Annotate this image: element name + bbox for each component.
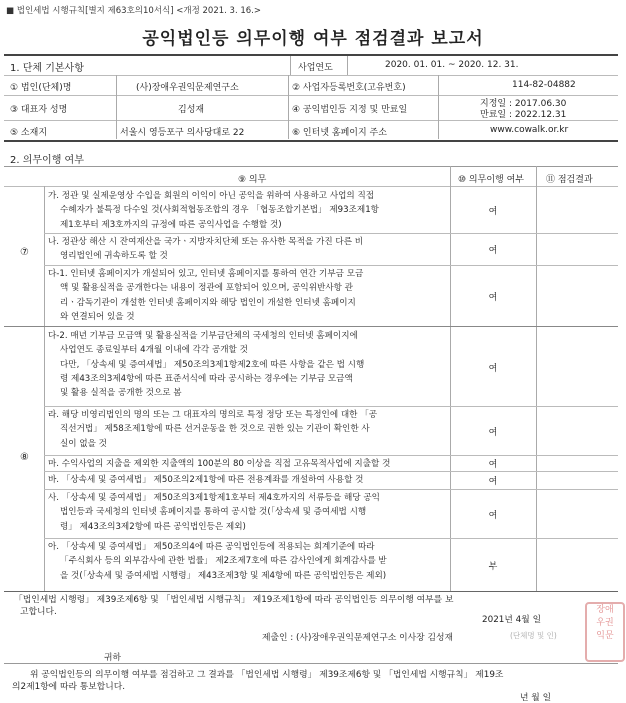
divider <box>347 56 348 75</box>
duty-fulfilled-value: 여 <box>488 511 498 521</box>
organization-seal <box>585 602 625 662</box>
duty-row-line: 을 것(「상속세 및 증여세법 시행령」 제43조제3항 및 제4항에 따른 공익법인등은 제외) <box>60 570 387 581</box>
duty-fulfilled-value: 여 <box>488 460 498 470</box>
section1-heading: 1. 단체 기본사항 <box>10 63 84 74</box>
duty-row-text <box>48 189 379 232</box>
notice-line-2: 의2제1항에 따라 통보합니다. <box>12 682 126 692</box>
row-divider <box>44 406 618 407</box>
duty-fulfilled-value: 여 <box>488 428 498 438</box>
address-value: 서울시 영등포구 의사당대로 22 <box>120 128 245 138</box>
duty-fulfilled-value: 여 <box>488 293 498 303</box>
seal-text: 익문 <box>596 631 614 641</box>
report-date: 2021년 4월 일 <box>482 615 542 625</box>
divider <box>288 75 289 139</box>
fiscal-year-value: 2020. 01. 01. ~ 2020. 12. 31. <box>385 60 519 70</box>
duty-row-line: 다-2. 매년 기부금 모금액 및 활용실적을 기부금단체의 국세청의 인터넷 홈페이지에 <box>48 331 358 341</box>
duty-row-line: 와 연결되어 있을 것 <box>60 311 135 322</box>
duty-row-line: 가. 정관 및 실제운영상 수입을 회원의 이익이 아닌 공익을 위하여 사용하고 사업의 직접 <box>48 191 375 201</box>
row-divider <box>44 455 618 456</box>
duty-row-line: 「주식회사 등의 외부감사에 관한 법률」 제2조제7호에 따른 감사인에게 회계감사를 받 <box>60 556 387 567</box>
group-number-8: ⑧ <box>20 452 29 463</box>
document-title: 공익법인등 의무이행 여부 점검결과 보고서 <box>142 29 484 49</box>
duty-row-line: 령」 제43조의3제2항에 따른 공익법인등은 제외) <box>60 521 246 532</box>
row-divider <box>4 75 618 76</box>
designation-label: ④ 공익법인등 지정 및 만료일 <box>292 105 408 115</box>
duty-row-line: 법인등과 국세청의 인터넷 홈페이지를 통하여 공시할 것(「상속세 및 증여세법 시행 <box>60 507 367 518</box>
duty-row-line: 리ㆍ감독기관이 개설한 인터넷 홈페이지와 해당 법인이 개설한 인터넷 홈페이지 <box>60 297 356 308</box>
duty-row-line: 직선거법」 제58조제1항에 따른 선거운동을 한 것으로 권한 있는 기관이 확인한 사 <box>60 424 370 435</box>
duty-row-line: 및 활용 실적을 공개한 것으로 봄 <box>60 388 182 399</box>
duty-row-line: 령 제43조의3제4항에 따른 표준서식에 따라 공시하는 경우에는 기부금 모금액 <box>60 373 353 384</box>
divider <box>290 56 291 75</box>
duty-row-line: 마. 수익사업의 지출을 제외한 지출액의 100분의 80 이상을 직접 고유목적사업에 지출할 것 <box>48 459 391 469</box>
section-divider <box>4 140 618 142</box>
column-header-duty: ⑨ 의무 <box>238 175 267 185</box>
signature-note: (단체명 및 인) <box>510 631 557 640</box>
row-divider <box>4 120 618 121</box>
designation-start-date: 지정일 : 2017.06.30 <box>480 99 567 109</box>
duty-row-line: 제1호부터 제3호까지의 규정에 따른 공익사업을 수행할 것) <box>60 219 282 230</box>
business-number-value: 114-82-04882 <box>512 80 576 90</box>
duty-row-text <box>48 491 380 534</box>
group-number-7: ⑦ <box>20 247 29 258</box>
column-header-result: ⑪ 점검결과 <box>546 175 593 185</box>
duty-row-text <box>48 235 363 264</box>
divider <box>438 75 439 139</box>
submitter: 제출인 : (사)장애우권익문제연구소 이사장 김성재 <box>262 633 453 643</box>
row-divider <box>4 186 618 187</box>
duty-row-text <box>48 329 364 400</box>
duty-row-text <box>48 457 390 471</box>
duty-fulfilled-value: 여 <box>488 477 498 487</box>
duty-fulfilled-value: 부 <box>488 562 498 572</box>
section-divider <box>4 54 618 56</box>
notice-line-1: 위 공익법인등의 의무이행 여부를 점검하고 그 결과를 「법인세법 시행령」 제39조제6항 및 「법인세법 시행규칙」 제19조 <box>30 670 504 680</box>
representative-label: ③ 대표자 성명 <box>10 105 68 115</box>
section-divider <box>4 663 618 664</box>
notice-date: 년 월 일 <box>520 693 552 703</box>
fiscal-year-label: 사업연도 <box>298 63 333 73</box>
section-divider <box>4 166 618 167</box>
divider <box>536 166 537 591</box>
duty-row-line: 사. 「상속세 및 증여세법」 제50조의3제1항제1호부터 제4호까지의 서류등을 해당 공익 <box>48 493 380 503</box>
seal-text: 우권 <box>596 618 614 628</box>
duty-row-line: 아. 「상속세 및 증여세법」 제50조의4에 따른 공익법인등에 적용되는 회계기준에 따라 <box>48 542 375 552</box>
row-divider <box>44 233 618 234</box>
duty-row-text <box>48 540 387 583</box>
statement-line-2: 고합니다. <box>20 607 57 617</box>
divider <box>116 75 117 139</box>
duty-row-text <box>48 408 377 451</box>
representative-value: 김성재 <box>178 105 205 115</box>
duty-fulfilled-value: 여 <box>488 207 498 217</box>
duty-row-line: 사업연도 종료일부터 4개월 이내에 각각 공개할 것 <box>60 345 248 356</box>
column-header-fulfilled: ⑩ 의무이행 여부 <box>458 175 524 185</box>
duty-row-line: 라. 해당 비영리법인의 명의 또는 그 대표자의 명의로 특정 정당 또는 특정인에 대한 「공 <box>48 410 378 420</box>
homepage-label: ⑥ 인터넷 홈페이지 주소 <box>292 128 387 138</box>
duty-row-line: 나. 정관상 해산 시 잔여재산을 국가ㆍ지방자치단체 또는 유사한 목적을 가진 다른 비 <box>48 237 364 247</box>
row-divider <box>44 265 618 266</box>
seal-text: 장애 <box>596 605 614 615</box>
corp-name-label: ① 법인(단체)명 <box>10 83 72 93</box>
recipient: 귀하 <box>104 653 121 663</box>
duty-row-line: 다만, 「상속세 및 증여세법」 제50조의3제1항제2호에 따른 사항을 같은 법 시행 <box>60 359 365 370</box>
divider <box>450 166 451 591</box>
duty-fulfilled-value: 여 <box>488 364 498 374</box>
divider <box>44 186 45 591</box>
duty-row-line: 다-1. 인터넷 홈페이지가 개설되어 있고, 인터넷 홈페이지를 통하여 연간 기부금 모금 <box>48 269 364 279</box>
statement-line-1: 「법인세법 시행령」 제39조제6항 및 「법인세법 시행규칙」 제19조제1항에 따라 공익법인등 의무이행 여부를 보 <box>14 595 454 605</box>
designation-end-date: 만료일 : 2022.12.31 <box>480 110 567 120</box>
group-divider <box>4 326 618 327</box>
row-divider <box>44 538 618 539</box>
address-label: ⑤ 소재지 <box>10 128 48 138</box>
duty-row-text <box>48 473 363 487</box>
duty-row-line: 액 및 활용실적을 공개한다는 내용이 정관에 포함되어 있으며, 공익위반사항 관 <box>60 283 353 294</box>
duty-row-line: 영리법인에 귀속하도록 할 것 <box>60 251 168 262</box>
duty-row-line: 바. 「상속세 및 증여세법」 제50조의2제1항에 따른 전용계좌를 개설하여 사용할 것 <box>48 475 364 485</box>
duty-row-line: 실이 없을 것 <box>60 438 107 449</box>
business-number-label: ② 사업자등록번호(고유번호) <box>292 83 406 93</box>
form-header-note: ■ 법인세법 시행규칙[별지 제63호의10서식] <개정 2021. 3. 16.> <box>6 6 262 16</box>
row-divider <box>44 489 618 490</box>
homepage-value: www.cowalk.or.kr <box>490 125 569 135</box>
row-divider <box>44 471 618 472</box>
duty-row-text <box>48 267 363 324</box>
duty-row-line: 수혜자가 불특정 다수일 것(사회적협동조합의 경우 「협동조합기본법」 제93조제1항 <box>60 205 379 216</box>
section2-heading: 2. 의무이행 여부 <box>10 155 84 166</box>
corp-name-value: (사)장애우권익문제연구소 <box>136 83 239 93</box>
duty-fulfilled-value: 여 <box>488 246 498 256</box>
